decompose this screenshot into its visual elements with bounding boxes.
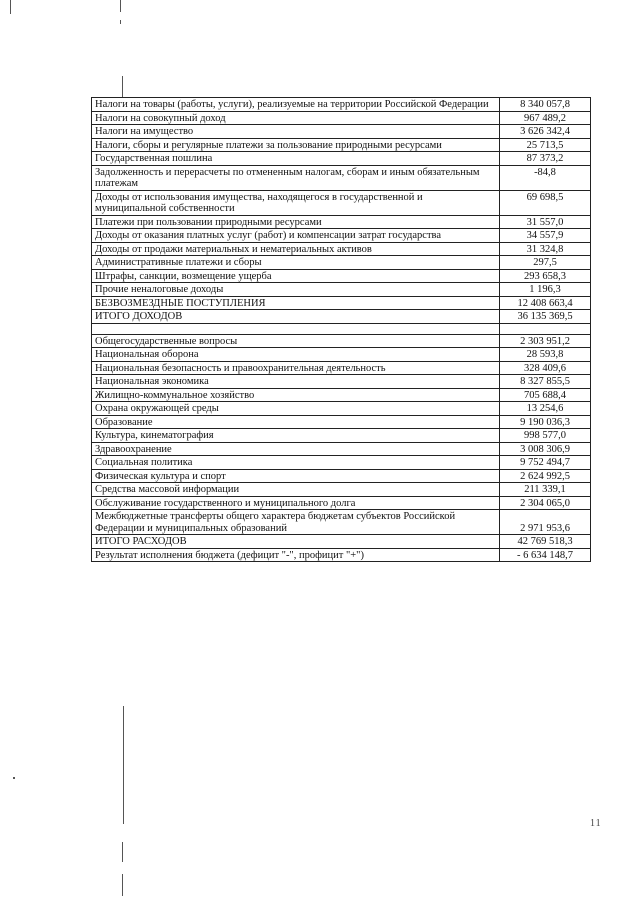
row-value: 3 626 342,4	[500, 125, 591, 139]
row-name: Прочие неналоговые доходы	[92, 283, 500, 297]
row-value: 967 489,2	[500, 111, 591, 125]
row-value: 211 339,1	[500, 483, 591, 497]
table-row	[92, 152, 591, 166]
scan-mark	[10, 0, 11, 14]
row-value: 8 340 057,8	[500, 98, 591, 112]
table-row	[92, 138, 591, 152]
table-row	[92, 415, 591, 429]
row-name: Доходы от использования имущества, находящегося в государственной и муниципальной собственности	[92, 190, 500, 215]
table-row	[92, 442, 591, 456]
row-name: Общегосударственные вопросы	[92, 334, 500, 348]
income-total-row	[92, 310, 591, 324]
scan-mark	[120, 20, 121, 24]
scan-mark	[122, 874, 123, 896]
row-name: Охрана окружающей среды	[92, 402, 500, 416]
row-name: Налоги на имущество	[92, 125, 500, 139]
table-row	[92, 229, 591, 243]
row-name: Обслуживание государственного и муниципального долга	[92, 496, 500, 510]
table-row	[92, 469, 591, 483]
row-value: 25 713,5	[500, 138, 591, 152]
row-value: 9 190 036,3	[500, 415, 591, 429]
table-row	[92, 456, 591, 470]
table-row	[92, 402, 591, 416]
row-value: 705 688,4	[500, 388, 591, 402]
row-name: Образование	[92, 415, 500, 429]
row-name: Культура, кинематография	[92, 429, 500, 443]
row-value: 2 971 953,6	[500, 510, 591, 535]
table-row	[92, 125, 591, 139]
row-value: 3 008 306,9	[500, 442, 591, 456]
row-value: 69 698,5	[500, 190, 591, 215]
row-name: Административные платежи и сборы	[92, 256, 500, 270]
table-spacer-row	[92, 323, 591, 334]
row-value: - 6 634 148,7	[500, 548, 591, 562]
row-name: Задолженность и перерасчеты по отмененным налогам, сборам и иным обязательным платежам	[92, 165, 500, 190]
table-row	[92, 111, 591, 125]
row-name: Средства массовой информации	[92, 483, 500, 497]
row-name: Платежи при пользовании природными ресурсами	[92, 215, 500, 229]
row-name: Жилищно-коммунальное хозяйство	[92, 388, 500, 402]
row-name: Налоги, сборы и регулярные платежи за пользование природными ресурсами	[92, 138, 500, 152]
row-name: Социальная политика	[92, 456, 500, 470]
table-row	[92, 165, 591, 190]
row-value: 13 254,6	[500, 402, 591, 416]
table-row	[92, 388, 591, 402]
row-value: 9 752 494,7	[500, 456, 591, 470]
table-row	[92, 375, 591, 389]
row-value: 297,5	[500, 256, 591, 270]
table-row	[92, 483, 591, 497]
page-number: 11	[590, 818, 602, 829]
row-value: 293 658,3	[500, 269, 591, 283]
row-name: Здравоохранение	[92, 442, 500, 456]
row-value: 998 577,0	[500, 429, 591, 443]
expense-total-row	[92, 535, 591, 549]
row-name: Доходы от продажи материальных и нематериальных активов	[92, 242, 500, 256]
row-name: Результат исполнения бюджета (дефицит "-", профицит "+")	[92, 548, 500, 562]
spacer-cell	[500, 323, 591, 334]
row-value: 28 593,8	[500, 348, 591, 362]
table-row	[92, 510, 591, 535]
table-row	[92, 242, 591, 256]
scan-mark	[123, 706, 124, 824]
scan-mark	[122, 842, 123, 862]
row-value: -84,8	[500, 165, 591, 190]
table-row	[92, 190, 591, 215]
row-value: 31 324,8	[500, 242, 591, 256]
spacer-cell	[92, 323, 500, 334]
row-value: 328 409,6	[500, 361, 591, 375]
row-name: Национальная экономика	[92, 375, 500, 389]
table-row	[92, 269, 591, 283]
row-name: БЕЗВОЗМЕЗДНЫЕ ПОСТУПЛЕНИЯ	[92, 296, 500, 310]
row-name: ИТОГО ДОХОДОВ	[92, 310, 500, 324]
budget-result-row	[92, 548, 591, 562]
table-row	[92, 361, 591, 375]
row-name: Межбюджетные трансферты общего характера бюджетам субъектов Российской Федерации и муниципальных образований	[92, 510, 500, 535]
row-name: Национальная безопасность и правоохранительная деятельность	[92, 361, 500, 375]
table-row	[92, 334, 591, 348]
row-value: 31 557,0	[500, 215, 591, 229]
table-row	[92, 496, 591, 510]
row-value: 87 373,2	[500, 152, 591, 166]
scan-mark	[122, 76, 123, 97]
row-name: Доходы от оказания платных услуг (работ) и компенсации затрат государства	[92, 229, 500, 243]
row-value: 2 624 992,5	[500, 469, 591, 483]
row-value: 8 327 855,5	[500, 375, 591, 389]
row-name: Государственная пошлина	[92, 152, 500, 166]
row-name: ИТОГО РАСХОДОВ	[92, 535, 500, 549]
row-value: 42 769 518,3	[500, 535, 591, 549]
row-name: Национальная оборона	[92, 348, 500, 362]
table-row	[92, 283, 591, 297]
table-row	[92, 215, 591, 229]
table-row	[92, 429, 591, 443]
row-name: Физическая культура и спорт	[92, 469, 500, 483]
table-row	[92, 98, 591, 112]
table-row	[92, 256, 591, 270]
budget-table	[91, 97, 591, 562]
row-value: 2 304 065,0	[500, 496, 591, 510]
row-value: 2 303 951,2	[500, 334, 591, 348]
row-name: Штрафы, санкции, возмещение ущерба	[92, 269, 500, 283]
table-row	[92, 348, 591, 362]
row-name: Налоги на совокупный доход	[92, 111, 500, 125]
table-row	[92, 296, 591, 310]
scan-mark	[13, 777, 15, 779]
row-value: 36 135 369,5	[500, 310, 591, 324]
row-value: 34 557,9	[500, 229, 591, 243]
row-value: 1 196,3	[500, 283, 591, 297]
scan-mark	[120, 0, 121, 12]
row-value: 12 408 663,4	[500, 296, 591, 310]
row-name: Налоги на товары (работы, услуги), реализуемые на территории Российской Федерации	[92, 98, 500, 112]
